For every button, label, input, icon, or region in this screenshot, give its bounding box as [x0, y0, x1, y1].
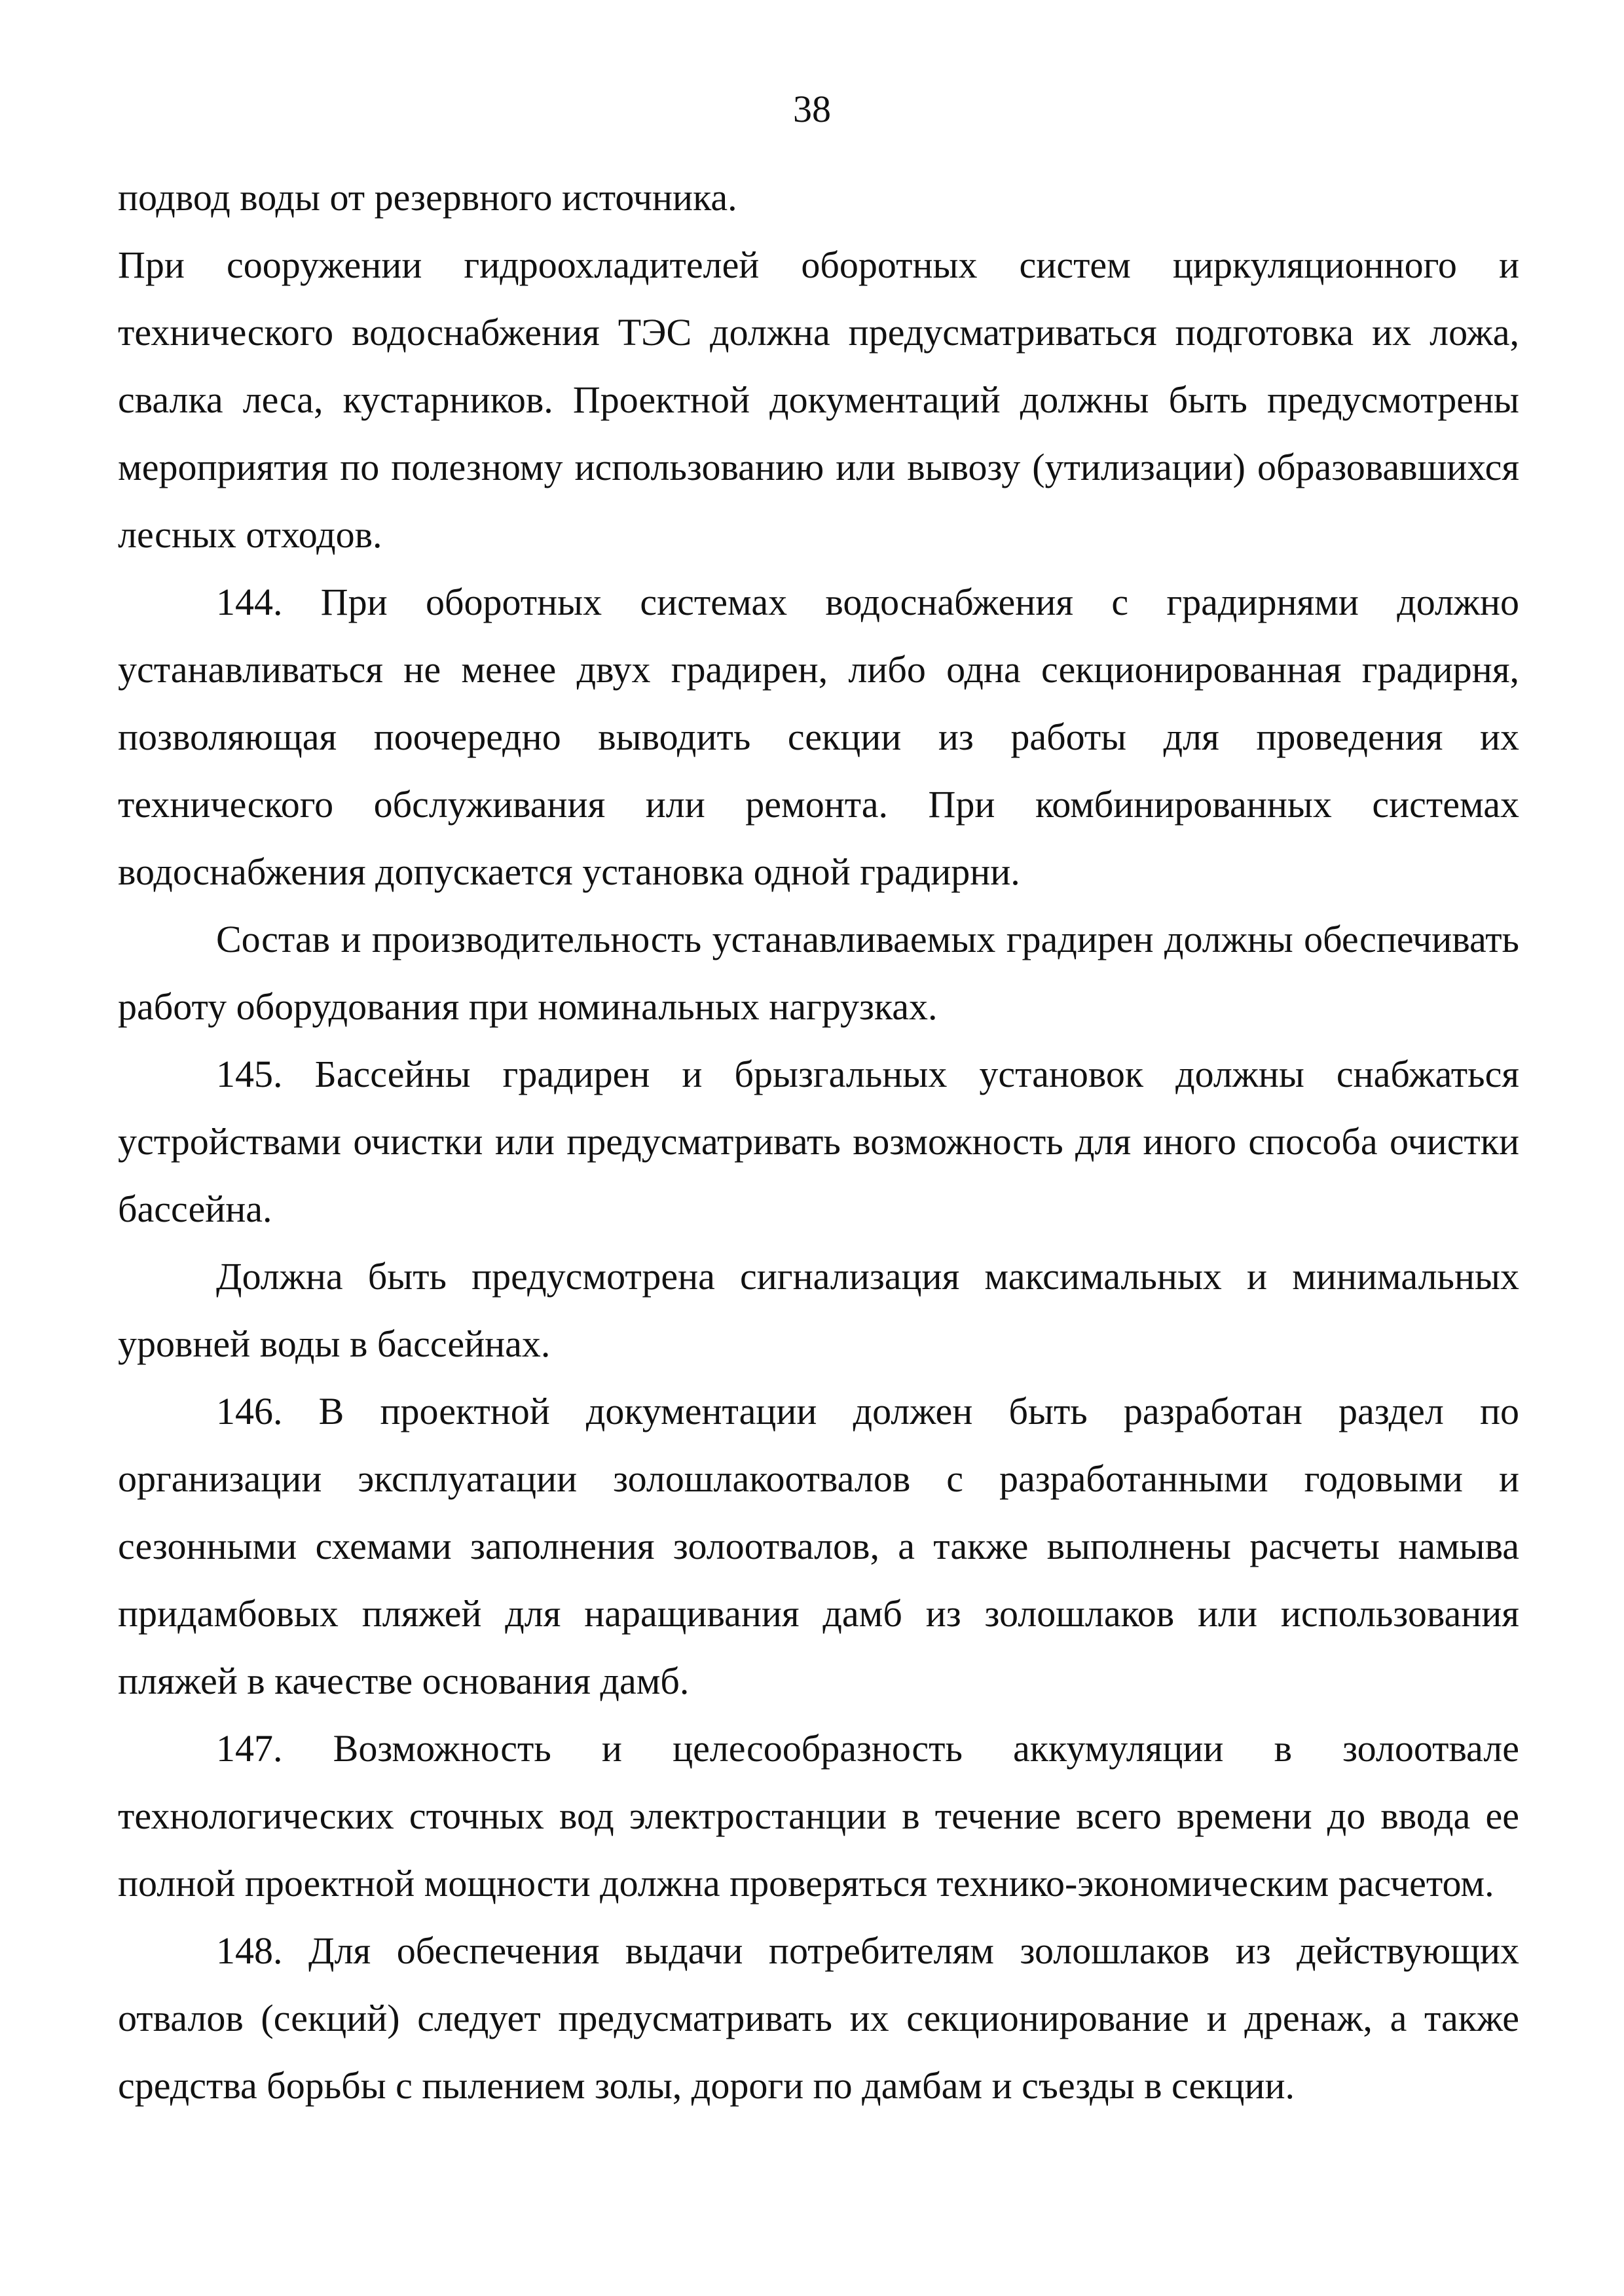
page-number: 38	[793, 88, 831, 130]
paragraph-144-composition: Состав и производительность устанавливаемых градирен должны обеспечивать работу оборудования при номинальных нагрузках.	[118, 918, 1519, 1028]
document-body	[118, 164, 1519, 2119]
paragraph-145: 145. Бассейны градирен и брызгальных установок должны снабжаться устройствами очистки или предусматривать возможность для иного способа очистки бассейна.	[118, 1053, 1519, 1230]
paragraph-cooler-construction: При сооружении гидроохладителей оборотных систем циркуляционного и технического водоснабжения ТЭС должна предусматриваться подготовка их ложа, свалка леса, кустарников. Проектной документаций должны быть предусмотрены мероприятия по полезному использованию или вывозу (утилизации) образовавшихся лесных отходов.	[118, 244, 1519, 556]
paragraph-146: 146. В проектной документации должен быть разработан раздел по организации эксплуатации золошлакоотвалов с разработанными годовыми и сезонными схемами заполнения золоотвалов, а также выполнены расчеты намыва придамбовых пляжей для наращивания дамб из золошлаков или использования пляжей в качестве основания дамб.	[118, 1390, 1519, 1702]
paragraph-147: 147. Возможность и целесообразность аккумуляции в золоотвале технологических сточных вод электростанции в течение всего времени до ввода ее полной проектной мощности должна проверяться технико-экономическим расчетом.	[118, 1727, 1519, 1904]
paragraph-continuation: подвод воды от резервного источника.	[118, 176, 737, 219]
paragraph-144: 144. При оборотных системах водоснабжения с градирнями должно устанавливаться не менее двух градирен, либо одна секционированная градирня, позволяющая поочередно выводить секции из работы для проведения их технического обслуживания или ремонта. При комбинированных системах водоснабжения допускается установка одной градирни.	[118, 581, 1519, 893]
paragraph-148: 148. Для обеспечения выдачи потребителям золошлаков из действующих отвалов (секций) следует предусматривать их секционирование и дренаж, а также средства борьбы с пылением золы, дороги по дамбам и съезды в секции.	[118, 1929, 1519, 2107]
paragraph-145-alarm: Должна быть предусмотрена сигнализация максимальных и минимальных уровней воды в бассейнах.	[118, 1255, 1519, 1365]
